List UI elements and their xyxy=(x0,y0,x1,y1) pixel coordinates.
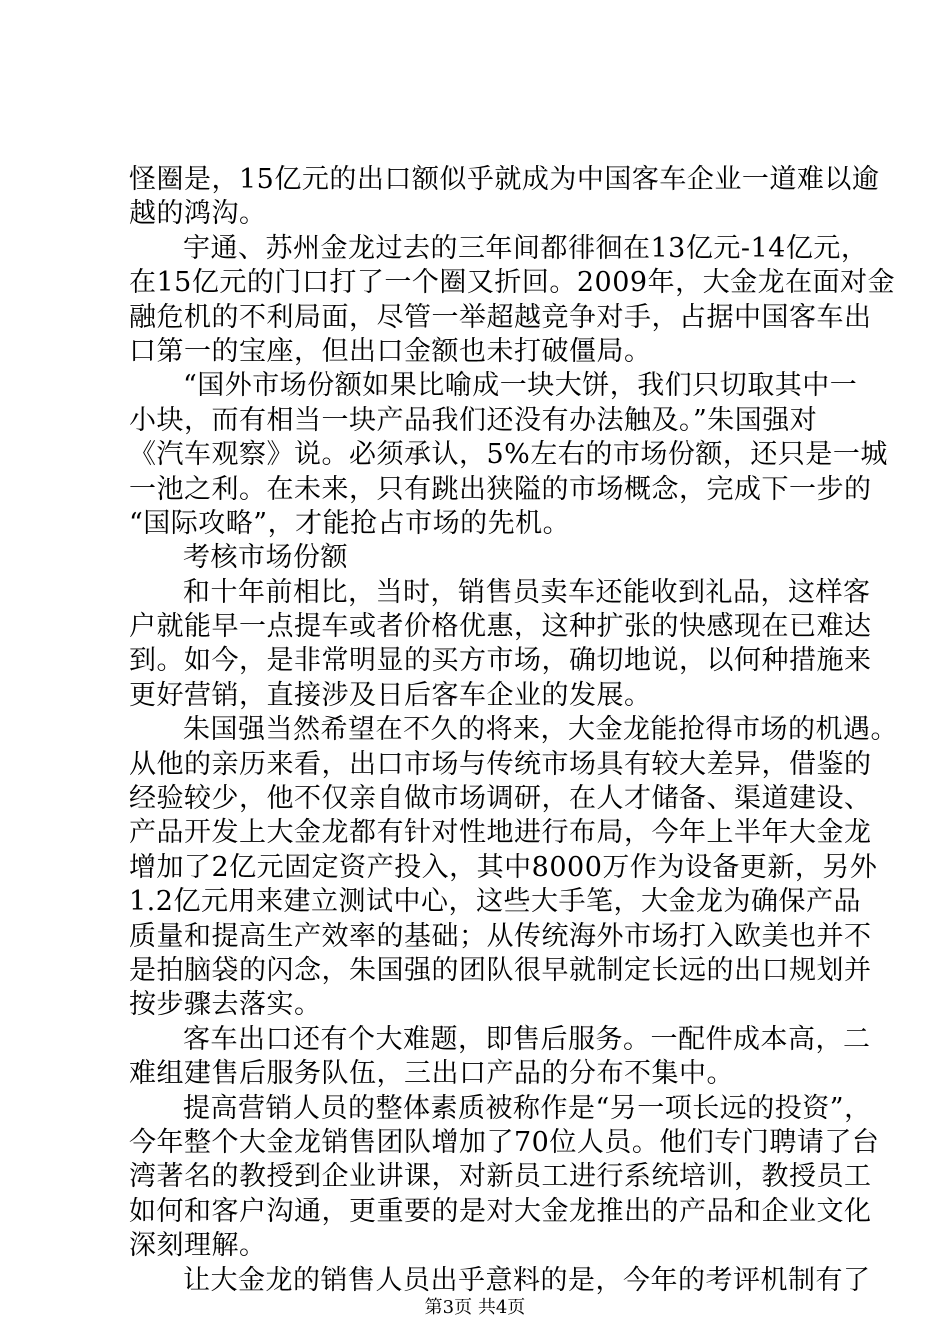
text-line: 客车出口还有个大难题，即售后服务。一配件成本高，二 xyxy=(183,1023,871,1055)
text-line: 融危机的不利局面，尽管一举超越竞争对手，占据中国客车出 xyxy=(129,301,872,333)
text-line: 考核市场份额 xyxy=(183,542,348,574)
text-line: 小块，而有相当一块产品我们还没有办法触及。”朱国强对 xyxy=(129,404,818,436)
text-line: 难组建售后服务队伍，三出口产品的分布不集中。 xyxy=(129,1058,734,1090)
text-line: 朱国强当然希望在不久的将来，大金龙能抢得市场的机遇。 xyxy=(183,714,898,746)
article-body xyxy=(129,163,898,1298)
text-line: 按步骤去落实。 xyxy=(129,989,322,1021)
page-footer: 第3页 共4页 xyxy=(424,1297,526,1318)
text-line: 一池之利。在未来，只有跳出狭隘的市场概念，完成下一步的 xyxy=(129,473,872,505)
text-line: 到。如今，是非常明显的买方市场，确切地说，以何种措施来 xyxy=(129,645,872,677)
text-line: 产品开发上大金龙都有针对性地进行布局，今年上半年大金龙 xyxy=(129,817,872,849)
text-line: 户就能早一点提车或者价格优惠，这种扩张的快感现在已难达 xyxy=(129,611,872,643)
text-line: 《汽车观察》说。必须承认，5%左右的市场份额，还只是一城 xyxy=(129,439,888,471)
text-line: 1.2亿元用来建立测试中心，这些大手笔，大金龙为确保产品 xyxy=(129,886,861,918)
text-line: 怪圈是，15亿元的出口额似乎就成为中国客车企业一道难以逾 xyxy=(129,164,880,195)
text-line: “国外市场份额如果比喻成一块大饼，我们只切取其中一 xyxy=(183,370,858,402)
text-line: 经验较少，他不仅亲自做市场调研，在人才储备、渠道建设、 xyxy=(129,783,872,815)
text-line: 在15亿元的门口打了一个圈又折回。2009年，大金龙在面对金 xyxy=(129,267,896,299)
text-line: 质量和提高生产效率的基础；从传统海外市场打入欧美也并不 xyxy=(129,920,872,952)
text-line: 和十年前相比，当时，销售员卖车还能收到礼品，这样客 xyxy=(183,576,871,608)
text-line: 提高营销人员的整体素质被称作是“另一项长远的投资”， xyxy=(183,1092,872,1124)
text-line: “国际攻略”，才能抢占市场的先机。 xyxy=(129,507,571,539)
text-line: 让大金龙的销售人员出乎意料的是，今年的考评机制有了 xyxy=(183,1264,871,1296)
text-line: 今年整个大金龙销售团队增加了70位人员。他们专门聘请了台 xyxy=(129,1126,880,1158)
text-line: 从他的亲历来看，出口市场与传统市场具有较大差异，借鉴的 xyxy=(129,748,872,780)
text-line: 宇通、苏州金龙过去的三年间都徘徊在13亿元-14亿元， xyxy=(183,232,869,264)
text-line: 湾著名的教授到企业讲课，对新员工进行系统培训，教授员工 xyxy=(129,1161,872,1193)
text-line: 如何和客户沟通，更重要的是对大金龙推出的产品和企业文化 xyxy=(129,1195,872,1227)
text-line: 口第一的宝座，但出口金额也未打破僵局。 xyxy=(129,335,652,367)
text-line: 越的鸿沟。 xyxy=(129,198,267,230)
text-line: 更好营销，直接涉及日后客车企业的发展。 xyxy=(129,679,652,711)
text-line: 是拍脑袋的闪念，朱国强的团队很早就制定长远的出口规划并 xyxy=(129,954,872,986)
text-line: 深刻理解。 xyxy=(129,1230,267,1262)
text-line: 增加了2亿元固定资产投入，其中8000万作为设备更新，另外 xyxy=(129,851,878,883)
